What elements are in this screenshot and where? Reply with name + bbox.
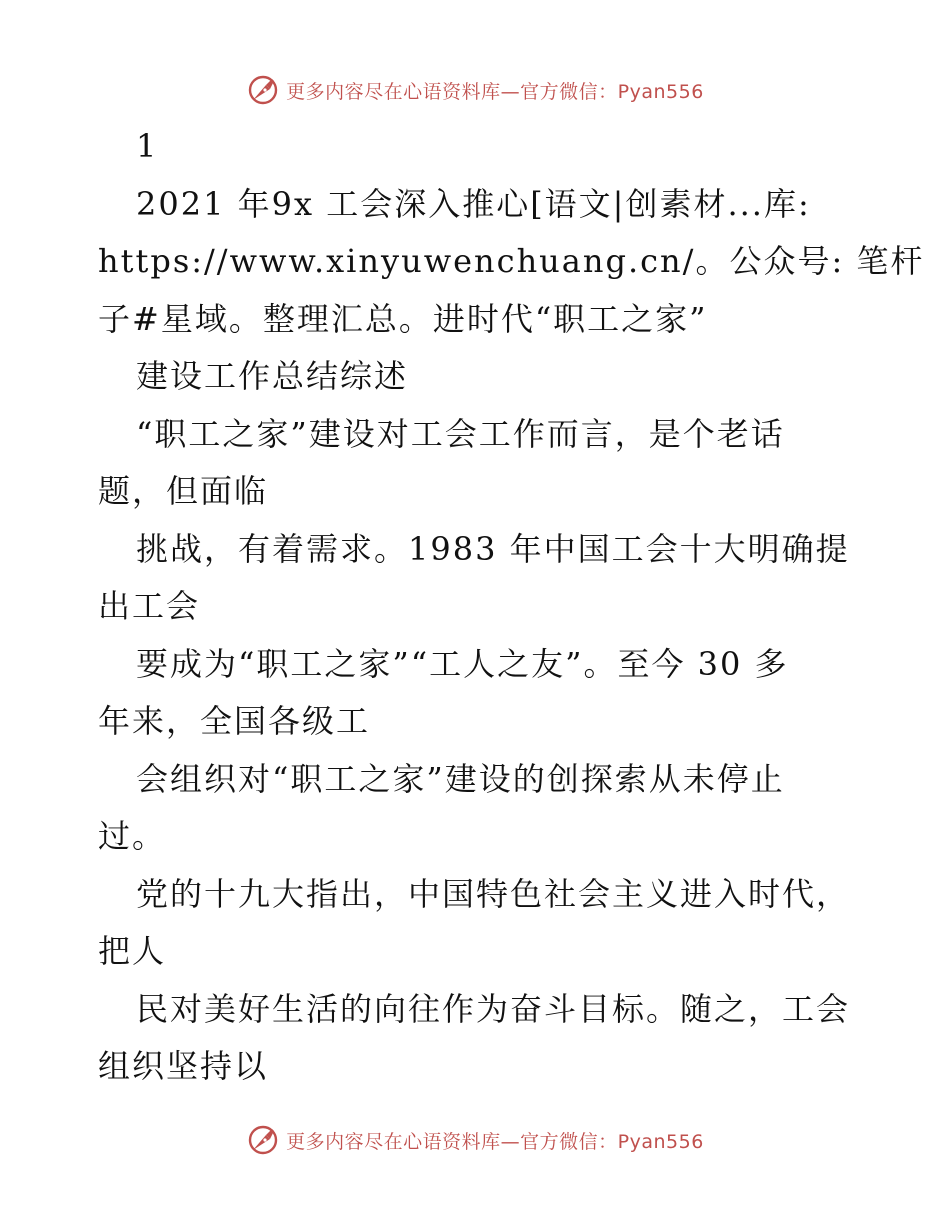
text-line: 2021 年9x 工会深入推心[语文|创素材...库: xyxy=(136,184,811,223)
text-line: 组织坚持以 xyxy=(98,1047,269,1085)
document-body xyxy=(98,118,925,1096)
text-line: 过。 xyxy=(98,817,167,855)
footer-watermark xyxy=(0,1120,950,1160)
text-line: 出工会 xyxy=(98,587,201,625)
text-line: 题，但面临 xyxy=(98,472,269,510)
text-line: 要成为“职工之家”“工人之友”。至今 30 多 xyxy=(136,644,789,683)
pen-nib-logo-icon xyxy=(246,1123,280,1157)
text-line: 民对美好生活的向往作为奋斗目标。随之，工会 xyxy=(136,989,851,1028)
text-line: “职工之家”建设对工会工作而言，是个老话 xyxy=(136,414,785,453)
text-line: 1 xyxy=(136,127,159,165)
text-line: 会组织对“职工之家”建设的创探索从未停止 xyxy=(136,759,785,798)
watermark-text: 更多内容尽在心语资料库—官方微信：Pyan556 xyxy=(286,1130,704,1153)
header-watermark xyxy=(0,70,950,110)
text-line: 建设工作总结综述 xyxy=(136,357,409,395)
text-line: 把人 xyxy=(98,932,167,970)
text-line: 子#星域。整理汇总。进时代“职工之家” xyxy=(98,299,708,338)
pen-nib-logo-icon xyxy=(246,73,280,107)
watermark-text: 更多内容尽在心语资料库—官方微信：Pyan556 xyxy=(286,80,704,103)
text-line: 挑战，有着需求。1983 年中国工会十大明确提 xyxy=(136,529,850,568)
text-line: 年来，全国各级工 xyxy=(98,702,371,740)
text-line: 党的十九大指出，中国特色社会主义进入时代， xyxy=(136,874,851,913)
text-line: https://www.xinyuwenchuang.cn/。公众号: 笔杆 xyxy=(98,242,925,280)
